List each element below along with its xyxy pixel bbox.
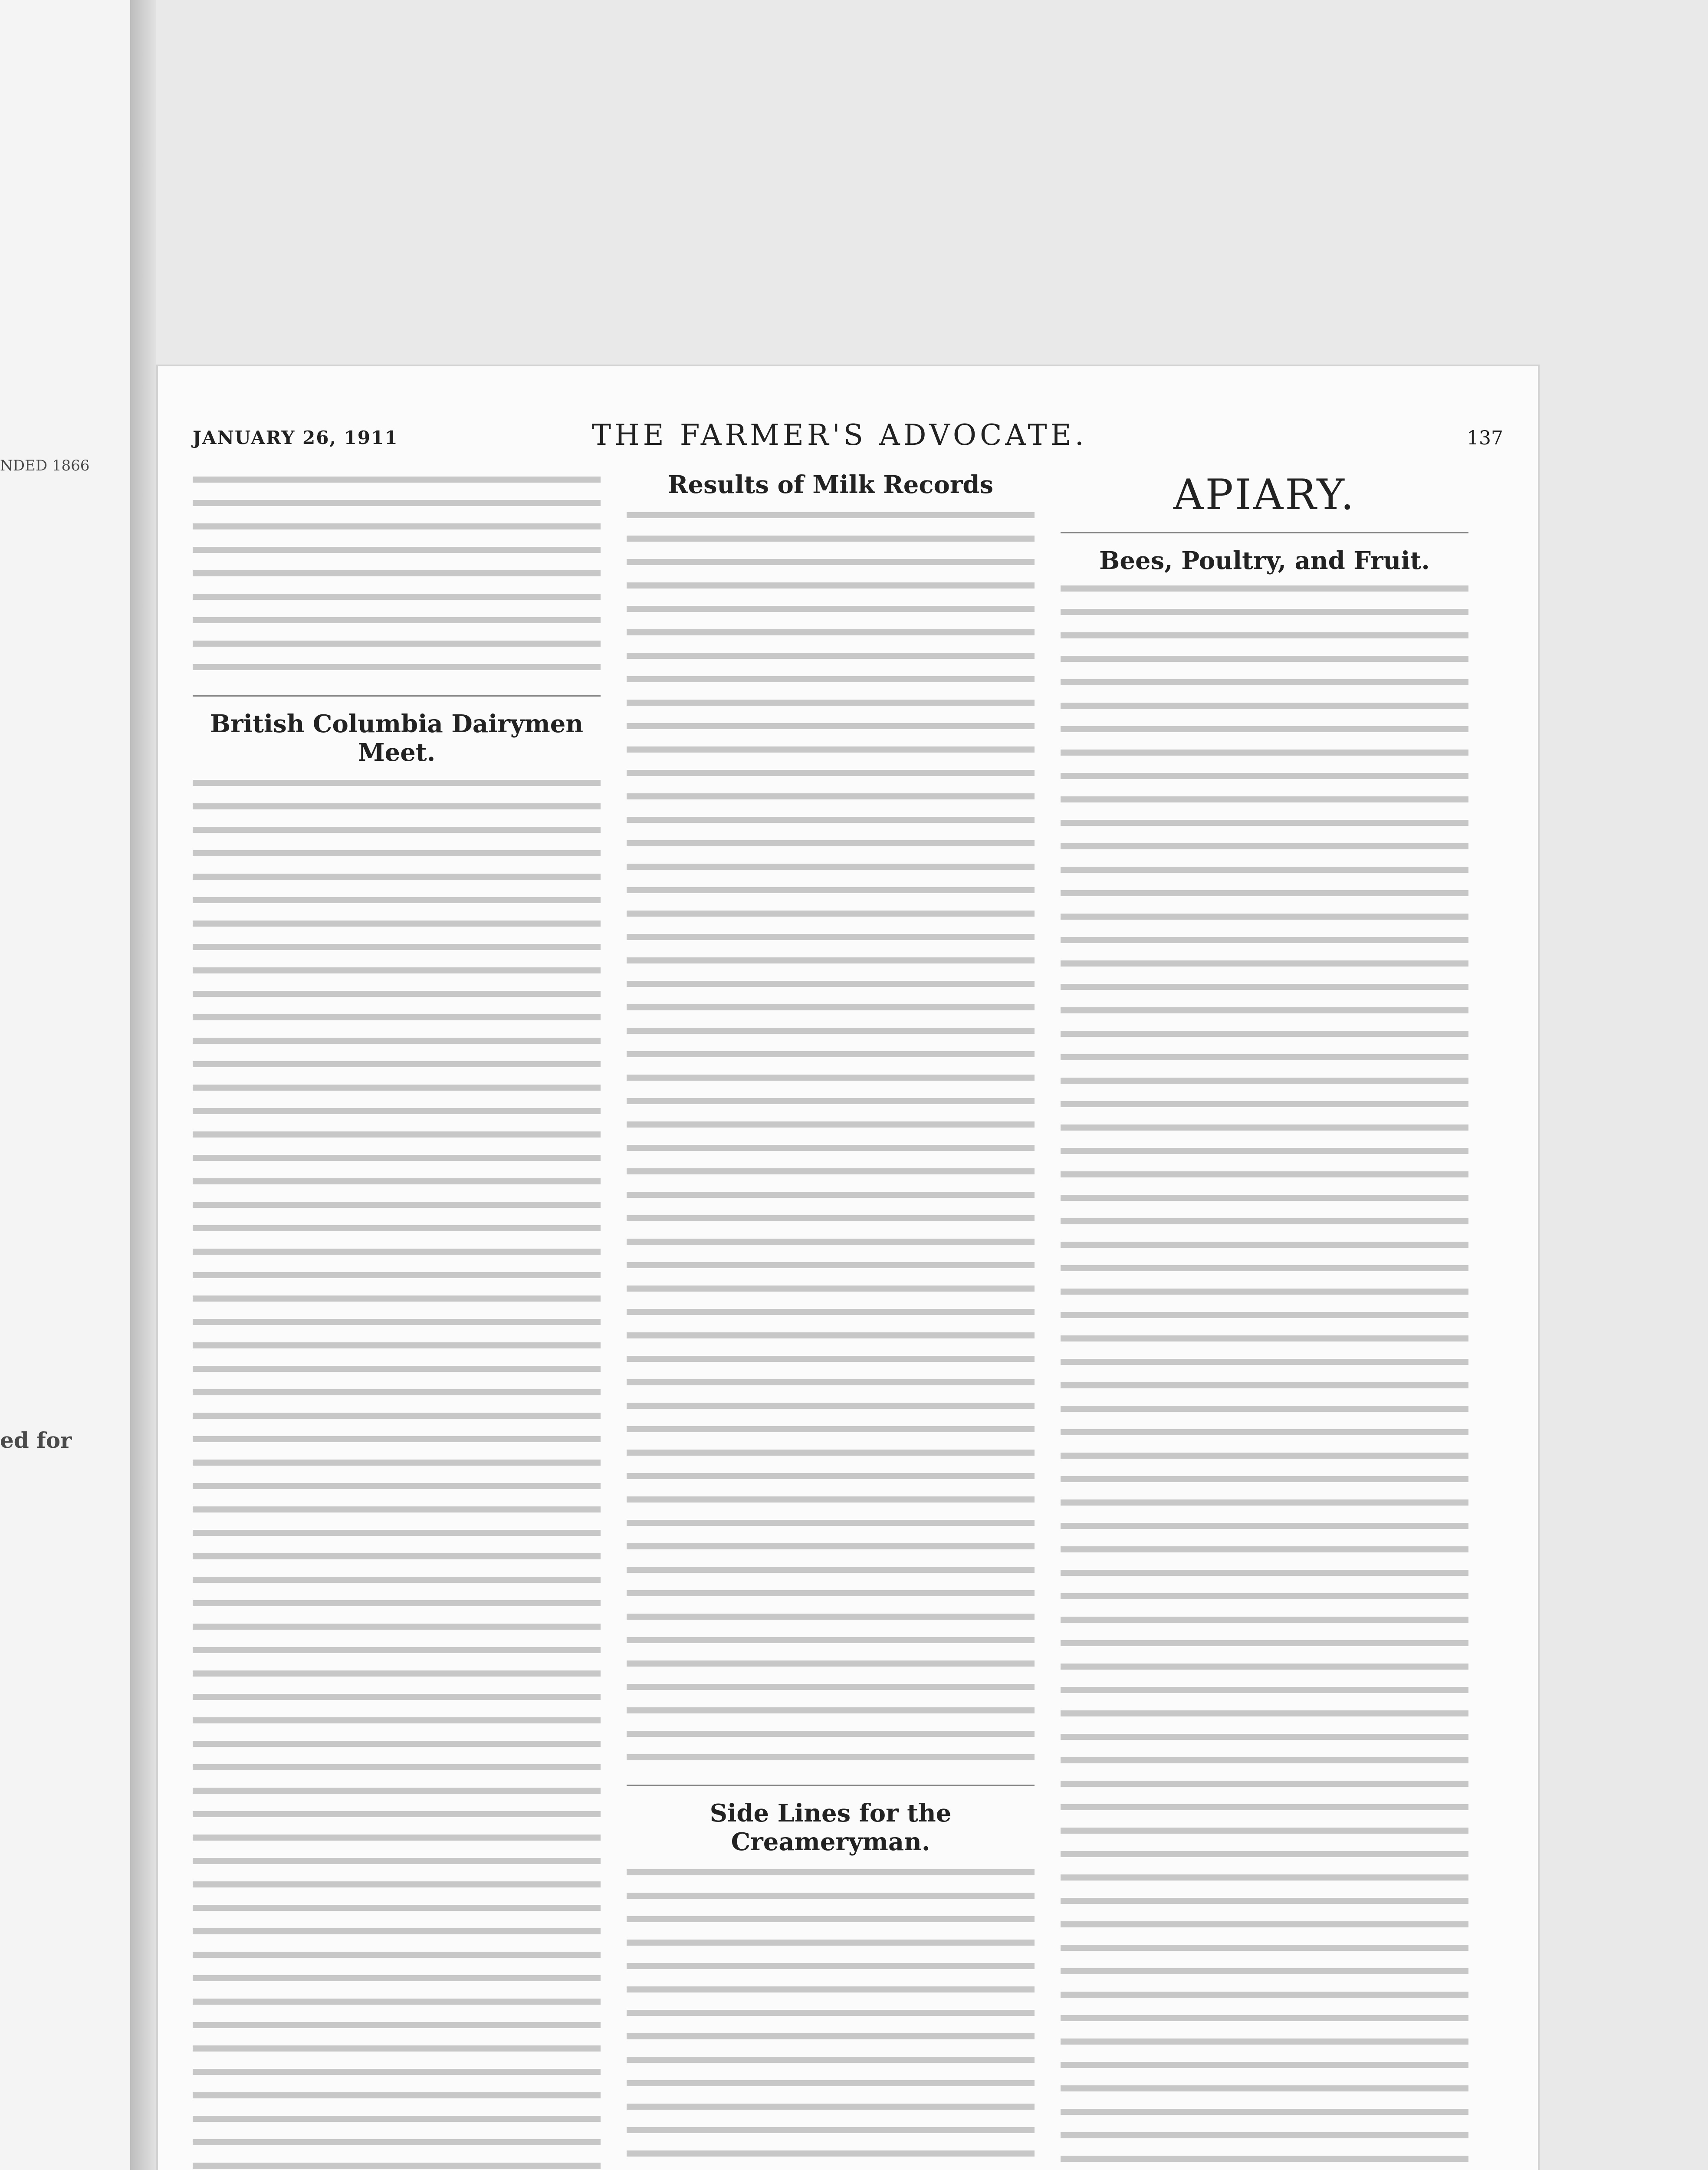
article-body-text <box>627 1869 1035 2170</box>
section-rule <box>1061 532 1468 533</box>
article-body-text <box>1061 585 1468 2170</box>
issue-date: JANUARY 26, 1911 <box>193 427 398 448</box>
article-intro-text <box>193 477 601 681</box>
column-2 <box>627 470 1035 2170</box>
facing-page-head: NDED 1866 <box>0 457 90 474</box>
book-spine <box>130 0 156 2170</box>
column-divider <box>627 1785 1035 1786</box>
article-heading-creameryman: Side Lines for the Creameryman. <box>709 1799 952 1856</box>
column-1 <box>193 470 601 2170</box>
article-body-text <box>627 512 1035 1772</box>
page-number: 137 <box>1467 427 1503 449</box>
newspaper-page <box>156 365 1540 2170</box>
column-divider <box>193 695 601 697</box>
article-heading: British Columbia Dairymen Meet. <box>210 710 584 767</box>
masthead: THE FARMER'S ADVOCATE. <box>592 418 1087 452</box>
article-heading-milk-records: Results of Milk Records <box>667 470 994 499</box>
article-heading-bees: Bees, Poultry, and Fruit. <box>1099 546 1430 575</box>
facing-page-text <box>0 456 130 2170</box>
section-title-apiary: APIARY. <box>1173 470 1356 519</box>
page-header <box>193 418 1503 453</box>
facing-page-subhead: ed for <box>0 1427 72 1453</box>
article-body-text <box>193 780 601 2170</box>
column-3 <box>1061 470 1468 2170</box>
